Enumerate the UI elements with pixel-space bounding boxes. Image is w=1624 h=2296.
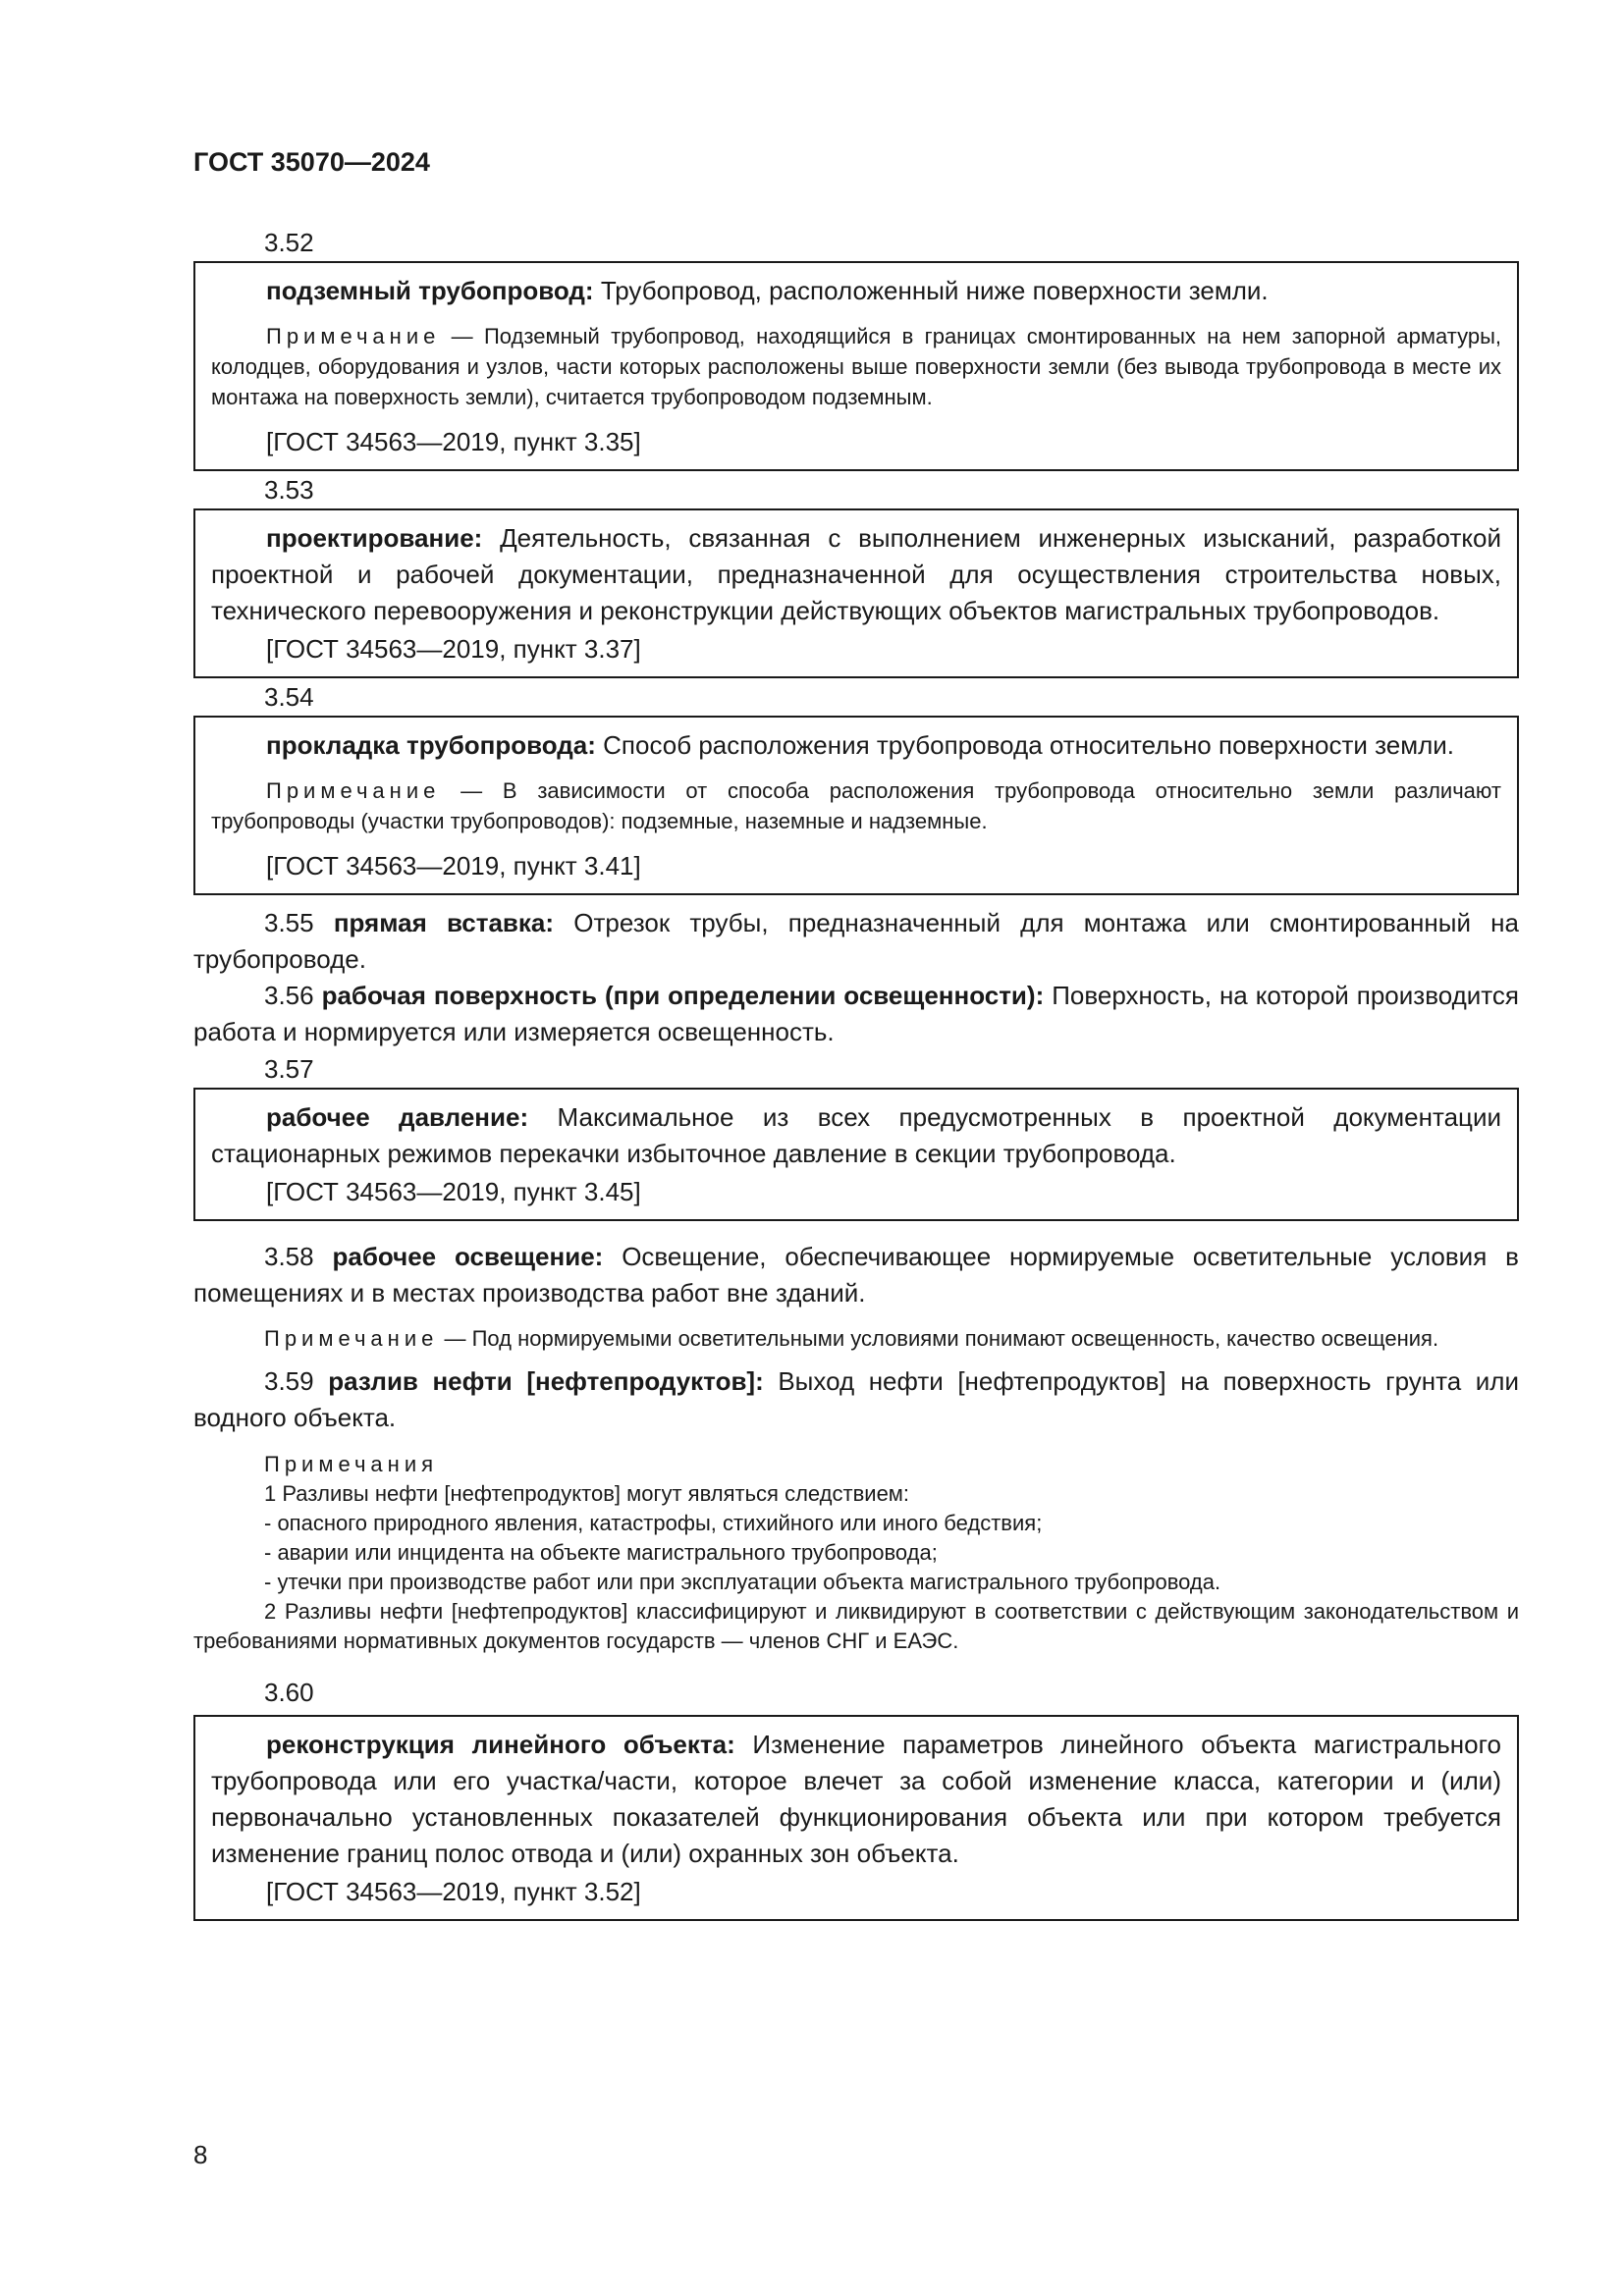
term-definition [211,273,1501,309]
term-number-3-60: 3.60 [264,1678,314,1707]
term-box-3-52 [193,261,1519,471]
note-label: Примечание [266,324,441,348]
term-source: [ГОСТ 34563—2019, пункт 3.35] [266,427,641,456]
term-number: 3.56 [264,981,314,1010]
term-number-3-57: 3.57 [264,1054,314,1084]
page-number: 8 [193,2140,208,2169]
term-note [211,775,1501,836]
term-name: проектирование: [266,523,483,553]
term-box-3-60 [193,1715,1519,1921]
term-note [211,321,1501,412]
term-definition [211,520,1501,629]
term-box-3-53 [193,508,1519,678]
definition-text: Деятельность, связанная с выполнением инженерных изысканий, разработкой проектной и рабочей документации, предназначенной для осуществления строительства новых, технического перевооружения и реконструкции действующих объектов магистральных трубопроводов. [211,523,1502,625]
term-source: [ГОСТ 34563—2019, пункт 3.52] [266,1877,641,1906]
note-text: — В зависимости от способа расположения трубопровода относительно земли различают трубопроводы (участки трубопроводов): подземные, наземные и надземные. [211,778,1501,833]
definition-text: Максимальное из всех предусмотренных в проектной документации стационарных режимов перекачки избыточное давление в секции трубопровода. [211,1102,1501,1168]
note-label: Примечание [266,778,441,803]
note-text: — Под нормируемыми осветительными условиями понимают освещенность, качество освещения. [444,1326,1439,1351]
definition-text: Поверхность, на которой производится работа и нормируется или измеряется освещенность. [193,981,1519,1046]
term-number-3-54: 3.54 [264,682,314,712]
term-number: 3.58 [264,1242,314,1271]
document-body [193,224,1519,1921]
note-bullet: - утечки при производстве работ или при эксплуатации объекта магистрального трубопровода. [264,1570,1221,1594]
note-label: Примечание [264,1326,439,1351]
term-box-3-54 [193,716,1519,895]
term-source: [ГОСТ 34563—2019, пункт 3.45] [266,1177,641,1206]
term-number-3-52: 3.52 [264,228,314,257]
note-item-1: 1 Разливы нефти [нефтепродуктов] могут являться следствием: [264,1481,910,1506]
term-name: рабочее давление: [266,1102,529,1132]
term-name: прокладка трубопровода: [266,730,596,760]
term-3-56 [193,978,1519,1050]
definition-text: Способ расположения трубопровода относительно поверхности земли. [603,730,1455,760]
term-name: прямая вставка: [333,908,555,937]
term-box-3-57 [193,1088,1519,1221]
note-bullet: - аварии или инцидента на объекте магистрального трубопровода; [264,1540,938,1565]
term-3-55 [193,905,1519,978]
term-note [193,1323,1519,1354]
term-source: [ГОСТ 34563—2019, пункт 3.37] [266,634,641,664]
term-name: рабочее освещение: [332,1242,604,1271]
definition-text: Трубопровод, расположенный ниже поверхности земли. [600,276,1269,305]
term-source: [ГОСТ 34563—2019, пункт 3.41] [266,851,641,881]
note-text: — Подземный трубопровод, находящийся в границах смонтированных на нем запорной арматуры, колодцев, оборудования и узлов, части которых расположены выше поверхности земли (без вывода трубопровода в месте их монтажа на поверхность земли), считается трубопроводом подземным. [211,324,1502,409]
term-name: разлив нефти [нефтепродуктов]: [328,1366,764,1396]
term-name: подземный трубопровод: [266,276,594,305]
term-name: рабочая поверхность (при определении освещенности): [321,981,1045,1010]
notes-block [193,1450,1519,1656]
term-3-59 [193,1363,1519,1436]
definition-text: Выход нефти [нефтепродуктов] на поверхность грунта или водного объекта. [193,1366,1519,1432]
term-number: 3.59 [264,1366,314,1396]
term-number-3-53: 3.53 [264,475,314,505]
note-bullet: - опасного природного явления, катастрофы, стихийного или иного бедствия; [264,1511,1043,1535]
definition-text: Изменение параметров линейного объекта магистрального трубопровода или его участка/части, которое влечет за собой изменение класса, категории и (или) первоначально установленных показателей функционирования объекта или при котором требуется изменение границ полос отвода и (или) охранных зон объекта. [211,1730,1501,1868]
definition-text: Освещение, обеспечивающее нормируемые осветительные условия в помещениях и в местах производства работ вне зданий. [193,1242,1519,1308]
term-3-58 [193,1239,1519,1311]
note-item-2: 2 Разливы нефти [нефтепродуктов] классифицируют и ликвидируют в соответствии с действующим законодательством и требованиями нормативных документов государств — членов СНГ и ЕАЭС. [193,1599,1519,1653]
term-name: реконструкция линейного объекта: [266,1730,735,1759]
term-number: 3.55 [264,908,314,937]
definition-text: Отрезок трубы, предназначенный для монтажа или смонтированный на трубопроводе. [193,908,1519,974]
notes-label: Примечания [264,1452,439,1476]
term-definition [211,1099,1501,1172]
term-definition [211,1727,1501,1872]
term-definition [211,727,1501,764]
page-header: ГОСТ 35070—2024 [193,147,430,177]
